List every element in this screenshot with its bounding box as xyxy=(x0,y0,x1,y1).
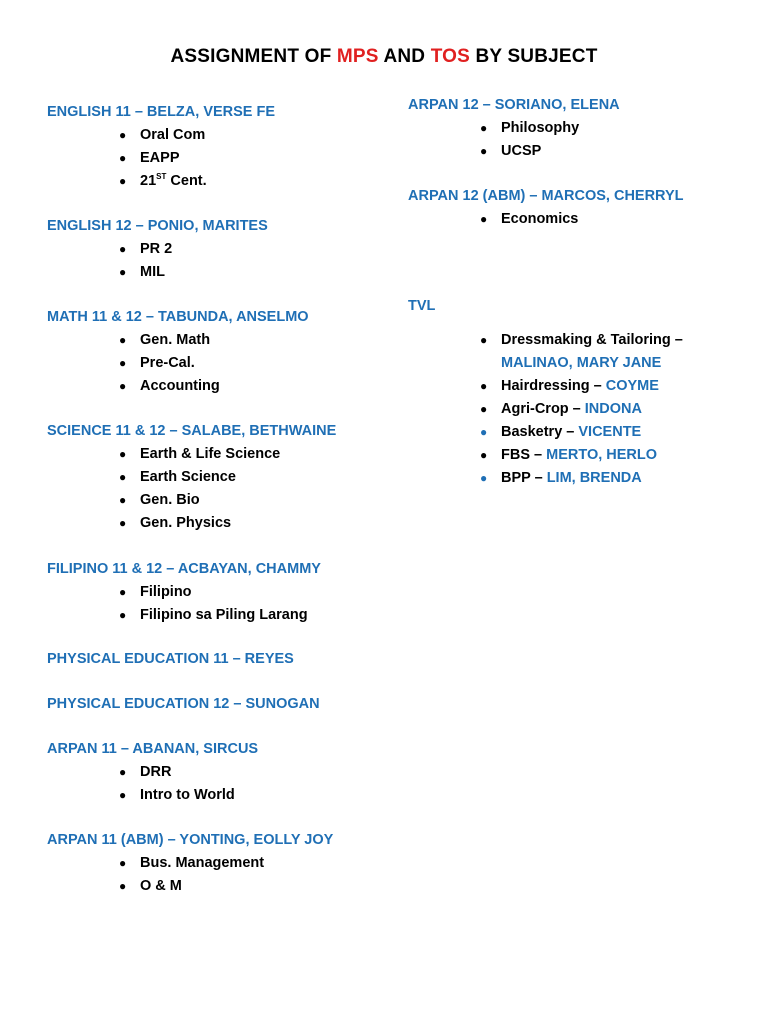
section-tvl xyxy=(408,295,748,490)
title-mps: MPS xyxy=(336,46,379,67)
list-item: ● Agri-Crop – INDONA xyxy=(408,398,748,421)
bullet-icon: ● xyxy=(119,379,127,393)
teacher-name: MERTO, HERLO xyxy=(546,447,658,463)
teacher-name: VICENTE xyxy=(578,424,642,440)
list-item: ● 21ST Cent. xyxy=(47,170,387,193)
list-item: ● EAPP xyxy=(47,147,387,170)
bullet-icon: ● xyxy=(119,856,127,870)
list-item: ● Oral Com xyxy=(47,124,387,147)
list-item: ● Economics xyxy=(408,208,748,231)
bullet-icon: ● xyxy=(119,516,127,530)
list-item: ● DRR xyxy=(47,761,387,784)
bullet-icon: ● xyxy=(119,608,127,622)
section-heading: PHYSICAL EDUCATION 11 – REYES xyxy=(47,651,294,667)
bullet-icon: ● xyxy=(119,174,127,188)
section-english-12 xyxy=(47,215,387,284)
section-english-11 xyxy=(47,101,387,193)
list-item: ● FBS – MERTO, HERLO xyxy=(408,444,748,467)
bullet-icon: ● xyxy=(480,379,488,393)
list-item: ● Intro to World xyxy=(47,784,387,807)
list-item: ● MIL xyxy=(47,261,387,284)
section-heading: TVL xyxy=(408,298,436,314)
bullet-icon: ● xyxy=(480,448,488,462)
bullet-icon: ● xyxy=(119,879,127,893)
section-arpan-12-abm xyxy=(408,185,748,231)
list-item: ● Filipino xyxy=(47,581,387,604)
list-item: ● Philosophy xyxy=(408,117,748,140)
bullet-icon: ● xyxy=(119,765,127,779)
list-item: ● Earth Science xyxy=(47,466,387,489)
list-item: ● Accounting xyxy=(47,375,387,398)
teacher-name: LIM, BRENDA xyxy=(546,470,642,486)
teacher-name: COYME xyxy=(605,378,659,394)
list-item: ● Bus. Management xyxy=(47,852,387,875)
section-heading: ARPAN 11 (ABM) – YONTING, EOLLY JOY xyxy=(47,832,334,848)
teacher-name: MALINAO, MARY JANE xyxy=(501,355,662,371)
list-item: ● Gen. Physics xyxy=(47,512,387,535)
section-filipino xyxy=(47,558,387,627)
list-item xyxy=(408,352,748,375)
section-science xyxy=(47,420,387,535)
bullet-icon: ● xyxy=(480,144,488,158)
bullet-icon: ● xyxy=(119,788,127,802)
bullet-icon: ● xyxy=(480,425,488,439)
title-part: BY SUBJECT xyxy=(470,46,598,67)
list-item: ● UCSP xyxy=(408,140,748,163)
bullet-icon: ● xyxy=(119,151,127,165)
list-item: ● BPP – LIM, BRENDA xyxy=(408,467,748,490)
section-heading: ENGLISH 11 – BELZA, VERSE FE xyxy=(47,104,276,120)
section-heading: ENGLISH 12 – PONIO, MARITES xyxy=(47,218,268,234)
title-part: AND xyxy=(378,46,431,67)
section-heading: MATH 11 & 12 – TABUNDA, ANSELMO xyxy=(47,309,309,325)
section-arpan-12 xyxy=(408,94,748,163)
list-item: ● Dressmaking & Tailoring – xyxy=(408,329,748,352)
bullet-icon: ● xyxy=(119,447,127,461)
teacher-name: INDONA xyxy=(584,401,642,417)
section-heading: ARPAN 11 – ABANAN, SIRCUS xyxy=(47,741,259,757)
title-part: ASSIGNMENT OF xyxy=(170,46,337,67)
list-item: ● Gen. Bio xyxy=(47,489,387,512)
list-item: ● PR 2 xyxy=(47,238,387,261)
list-item: ● Earth & Life Science xyxy=(47,443,387,466)
bullet-icon: ● xyxy=(119,493,127,507)
bullet-icon: ● xyxy=(119,242,127,256)
list-item: ● Pre-Cal. xyxy=(47,352,387,375)
bullet-icon: ● xyxy=(480,333,488,347)
section-heading: SCIENCE 11 & 12 – SALABE, BETHWAINE xyxy=(47,423,337,439)
bullet-icon: ● xyxy=(480,402,488,416)
section-heading: FILIPINO 11 & 12 – ACBAYAN, CHAMMY xyxy=(47,561,321,577)
title-tos: TOS xyxy=(430,46,471,67)
list-item: ● O & M xyxy=(47,875,387,898)
section-pe-11 xyxy=(47,648,387,671)
bullet-icon: ● xyxy=(119,585,127,599)
bullet-icon: ● xyxy=(119,265,127,279)
list-item: ● Basketry – VICENTE xyxy=(408,421,748,444)
bullet-icon: ● xyxy=(480,212,488,226)
section-pe-12 xyxy=(47,693,387,716)
section-heading: PHYSICAL EDUCATION 12 – SUNOGAN xyxy=(47,696,320,712)
list-item: ● Hairdressing – COYME xyxy=(408,375,748,398)
section-heading: ARPAN 12 – SORIANO, ELENA xyxy=(408,97,620,113)
bullet-icon: ● xyxy=(119,333,127,347)
section-arpan-11 xyxy=(47,738,387,807)
list-item: ● Filipino sa Piling Larang xyxy=(47,604,387,627)
list-item: ● Gen. Math xyxy=(47,329,387,352)
bullet-icon: ● xyxy=(480,471,488,485)
section-heading: ARPAN 12 (ABM) – MARCOS, CHERRYL xyxy=(408,188,684,204)
bullet-icon: ● xyxy=(119,128,127,142)
section-math xyxy=(47,306,387,398)
bullet-icon: ● xyxy=(119,470,127,484)
bullet-icon: ● xyxy=(119,356,127,370)
bullet-icon: ● xyxy=(480,121,488,135)
page-title xyxy=(0,46,768,68)
section-arpan-11-abm xyxy=(47,829,387,898)
